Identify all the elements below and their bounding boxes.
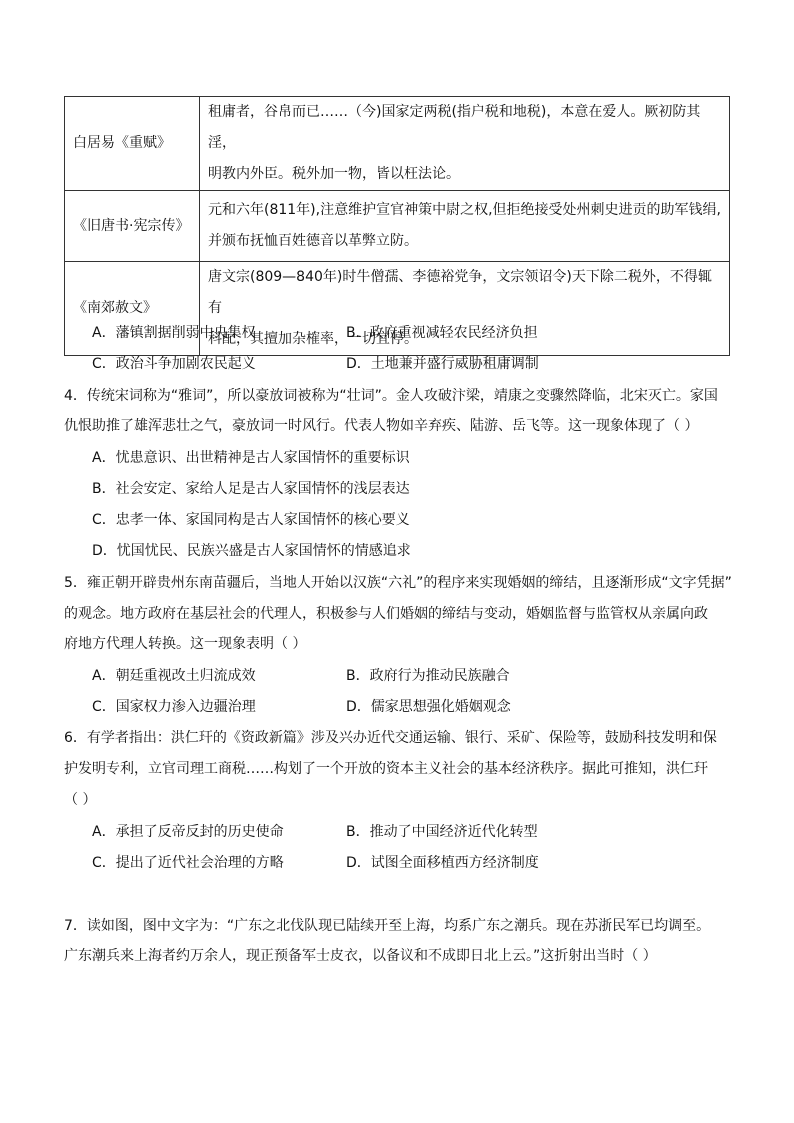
- q3-option-a[interactable]: A．藩镇割据削弱中央集权: [92, 325, 256, 341]
- q7-stem-line: 7．读如图，图中文字为：“广东之北伐队现已陆续开至上海，均系广东之潮兵。现在苏浙民军已均调至。: [64, 918, 711, 934]
- q5-option-d[interactable]: D．儒家思想强化婚姻观念: [346, 699, 511, 715]
- q3-option-c[interactable]: C．政治斗争加剧农民起义: [92, 356, 256, 372]
- source-content: [200, 191, 730, 262]
- q4-option-d[interactable]: D．忧国忧民、民族兴盛是古人家国情怀的情感追求: [92, 543, 411, 559]
- q5-stem-line: 府地方代理人转换。这一现象表明（ ）: [64, 636, 307, 652]
- source-name: 白居易《重赋》: [65, 97, 200, 191]
- source-content: [200, 97, 730, 191]
- q6-option-d[interactable]: D．试图全面移植西方经济制度: [346, 855, 539, 871]
- q3-option-d[interactable]: D．土地兼并盛行威胁租庸调制: [346, 356, 539, 372]
- q6-option-c[interactable]: C．提出了近代社会治理的方略: [92, 855, 284, 871]
- q6-option-a[interactable]: A．承担了反帝反封的历史使命: [92, 824, 284, 840]
- q6-stem-line: 6．有学者指出：洪仁玕的《资政新篇》涉及兴办近代交通运输、银行、采矿、保险等，鼓励科技发明和保: [64, 730, 717, 746]
- content-line: 明教内外臣。税外加一物，皆以枉法论。: [208, 166, 460, 182]
- q3-option-b[interactable]: B．政府重视减轻农民经济负担: [346, 325, 538, 341]
- q4-stem-line: 仇恨助推了雄浑悲壮之气，豪放词一时风行。代表人物如辛弃疾、陆游、岳飞等。这一现象体现了（ ）: [64, 418, 699, 434]
- q4-option-a[interactable]: A．忧患意识、出世精神是古人家国情怀的重要标识: [92, 450, 410, 466]
- q6-stem-line: （ ）: [64, 792, 97, 808]
- q6-stem-line: 护发明专利，立官司理工商税……构划了一个开放的资本主义社会的基本经济秩序。据此可推知，洪仁玕: [64, 761, 708, 777]
- source-name: 《旧唐书·宪宗传》: [65, 191, 200, 262]
- source-name: 《南郊赦文》: [65, 262, 200, 356]
- q5-stem-line: 的观念。地方政府在基层社会的代理人，积极参与人们婚姻的缔结与变动，婚姻监督与监管权从亲属向政: [64, 606, 708, 622]
- q6-option-b[interactable]: B．推动了中国经济近代化转型: [346, 824, 538, 840]
- content-line: 元和六年(811年),注意维护宣官神策中尉之权,但拒绝接受处州刺史进贡的助军钱绢,: [208, 202, 721, 218]
- q5-option-b[interactable]: B．政府行为推动民族融合: [346, 668, 510, 684]
- q5-option-c[interactable]: C．国家权力渗入边疆治理: [92, 699, 256, 715]
- table-row: [65, 97, 730, 191]
- q4-option-c[interactable]: C．忠孝一体、家国同构是古人家国情怀的核心要义: [92, 512, 410, 528]
- content-line: 租庸者，谷帛而已……（今)国家定两税(指户税和地税)，本意在爱人。厥初防其淫，: [208, 104, 701, 151]
- content-line: 唐文宗(809—840年)时牛僧孺、李德裕党争，文宗领诏令)天下除二税外，不得辄有: [208, 269, 712, 316]
- source-table: [64, 96, 730, 356]
- q4-option-b[interactable]: B．社会安定、家给人足是古人家国情怀的浅层表达: [92, 481, 410, 497]
- q4-stem-line: 4．传统宋词称为“雅词”，所以豪放词被称为“壮词”。金人攻破汴梁，靖康之变骤然降临，北宋灭亡。家国: [64, 388, 718, 404]
- q7-stem-line: 广东潮兵来上海者约万余人，现正预备军士皮衣，以备议和不成即日北上云。”这折射出当时（ ）: [64, 948, 657, 964]
- content-line: 并颁布抚恤百姓德音以革弊立防。: [208, 233, 418, 249]
- q5-stem-line: 5．雍正朝开辟贵州东南苗疆后，当地人开始以汉族“六礼”的程序来实现婚姻的缔结，且逐渐形成“文字凭据”: [64, 575, 732, 591]
- content-line: 科配，其擅加杂榷率，一切宜停。: [208, 331, 418, 347]
- q5-option-a[interactable]: A．朝廷重视改土归流成效: [92, 668, 256, 684]
- table-row: [65, 191, 730, 262]
